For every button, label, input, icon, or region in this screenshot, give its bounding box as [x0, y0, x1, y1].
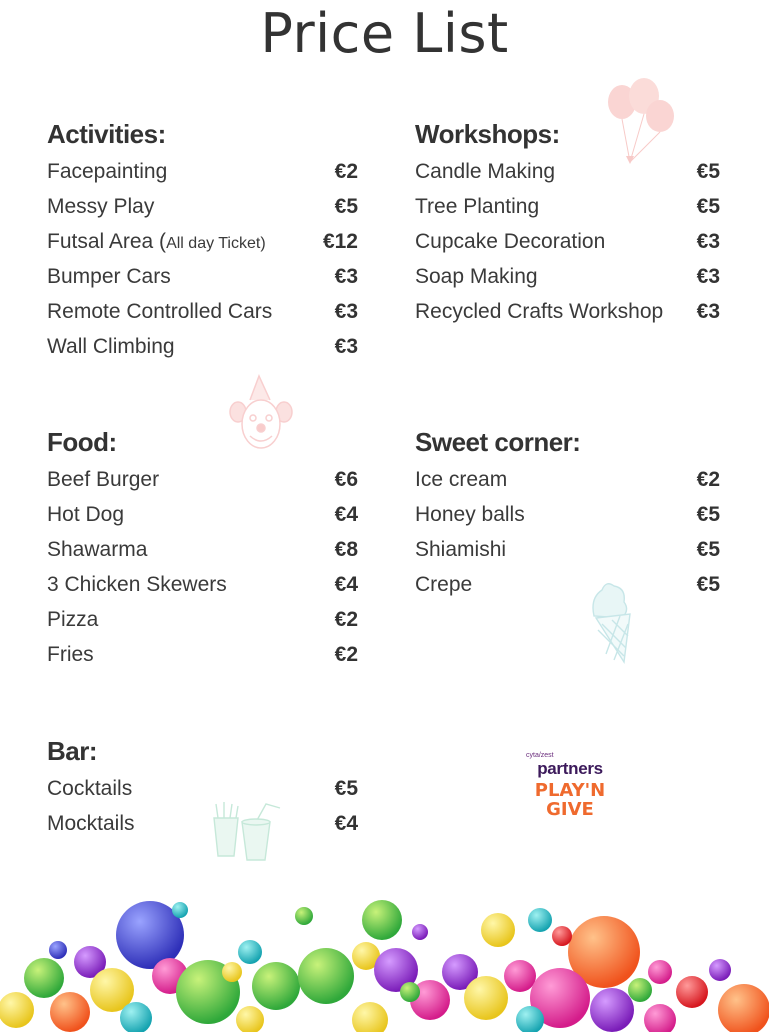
item-name: Cocktails — [47, 777, 133, 800]
section-title-food: Food: — [47, 427, 117, 457]
item-name: Facepainting — [47, 160, 168, 183]
item-price: €2 — [334, 608, 358, 631]
section-title-bar: Bar: — [47, 736, 98, 766]
item-note: All day Ticket) — [166, 235, 266, 252]
drinks-icon — [208, 800, 284, 862]
item-price: €3 — [696, 265, 720, 288]
item-name: Beef Burger — [47, 468, 160, 491]
item-price: €5 — [696, 538, 720, 561]
item-name: Hot Dog — [47, 503, 125, 526]
item-name: 3 Chicken Skewers — [47, 573, 227, 596]
item-name: Mocktails — [47, 812, 135, 835]
item-price: €5 — [696, 160, 720, 183]
section-title-activities: Activities: — [47, 119, 166, 149]
item-price: €3 — [334, 335, 358, 358]
item-price: €4 — [334, 573, 358, 596]
logo-top-text: cyta/zest — [526, 752, 554, 759]
item-price: €3 — [334, 300, 358, 323]
item-price: €2 — [334, 160, 358, 183]
list-item — [415, 567, 720, 602]
item-name: Recycled Crafts Workshop — [415, 300, 664, 323]
list-item — [415, 259, 720, 294]
list-item — [47, 259, 358, 294]
item-name: Cupcake Decoration — [415, 230, 606, 253]
item-name: Honey balls — [415, 503, 525, 526]
item-name: Pizza — [47, 608, 99, 631]
item-price: €5 — [334, 195, 358, 218]
section-title-workshops: Workshops: — [415, 119, 560, 149]
balloons-icon — [600, 76, 682, 168]
section-bar — [47, 731, 358, 841]
section-food — [47, 422, 358, 672]
item-price: €6 — [334, 468, 358, 491]
ice-cream-icon — [584, 578, 640, 666]
list-item — [415, 224, 720, 259]
page-title: Price List — [260, 2, 509, 65]
list-item — [415, 294, 720, 329]
item-name: Ice cream — [415, 468, 508, 491]
list-item — [47, 154, 358, 189]
list-item — [415, 497, 720, 532]
list-item — [47, 602, 358, 637]
list-item — [47, 294, 358, 329]
item-name: Shiamishi — [415, 538, 507, 561]
item-price: €5 — [696, 195, 720, 218]
list-item — [415, 532, 720, 567]
item-name: Crepe — [415, 573, 473, 596]
list-item — [47, 806, 358, 841]
item-name: Fries — [47, 643, 94, 666]
item-name: Soap Making — [415, 265, 538, 288]
item-price: €12 — [322, 230, 358, 253]
item-price: €5 — [334, 777, 358, 800]
logo-line1: PLAY'N — [534, 780, 606, 801]
item-price: €3 — [334, 265, 358, 288]
list-item — [47, 532, 358, 567]
item-price: €4 — [334, 503, 358, 526]
partners-playngive-logo — [522, 752, 618, 819]
section-title-sweet-corner: Sweet corner: — [415, 427, 581, 457]
list-item — [47, 189, 358, 224]
item-name: Futsal Area (All day Ticket) — [47, 230, 266, 253]
section-sweet-corner — [415, 422, 720, 602]
list-item — [47, 567, 358, 602]
list-item — [47, 224, 358, 259]
item-price: €5 — [696, 573, 720, 596]
item-name: Messy Play — [47, 195, 155, 218]
item-price: €2 — [334, 643, 358, 666]
item-price: €5 — [696, 503, 720, 526]
item-name: Candle Making — [415, 160, 556, 183]
list-item — [47, 771, 358, 806]
list-item — [415, 189, 720, 224]
list-item — [47, 462, 358, 497]
item-price: €2 — [696, 468, 720, 491]
colorful-balls-decoration — [0, 880, 769, 1032]
item-price: €4 — [334, 812, 358, 835]
section-activities — [47, 114, 358, 364]
item-name: Tree Planting — [415, 195, 540, 218]
item-name: Shawarma — [47, 538, 148, 561]
item-price: €3 — [696, 230, 720, 253]
clown-icon — [228, 374, 294, 456]
item-name: Bumper Cars — [47, 265, 171, 288]
list-item — [415, 462, 720, 497]
logo-brand: partners — [537, 759, 603, 778]
item-name: Remote Controlled Cars — [47, 300, 273, 323]
list-item — [47, 329, 358, 364]
logo-line2: GIVE — [546, 799, 594, 820]
list-item — [47, 637, 358, 672]
item-name: Wall Climbing — [47, 335, 175, 358]
item-price: €3 — [696, 300, 720, 323]
list-item — [47, 497, 358, 532]
item-price: €8 — [334, 538, 358, 561]
